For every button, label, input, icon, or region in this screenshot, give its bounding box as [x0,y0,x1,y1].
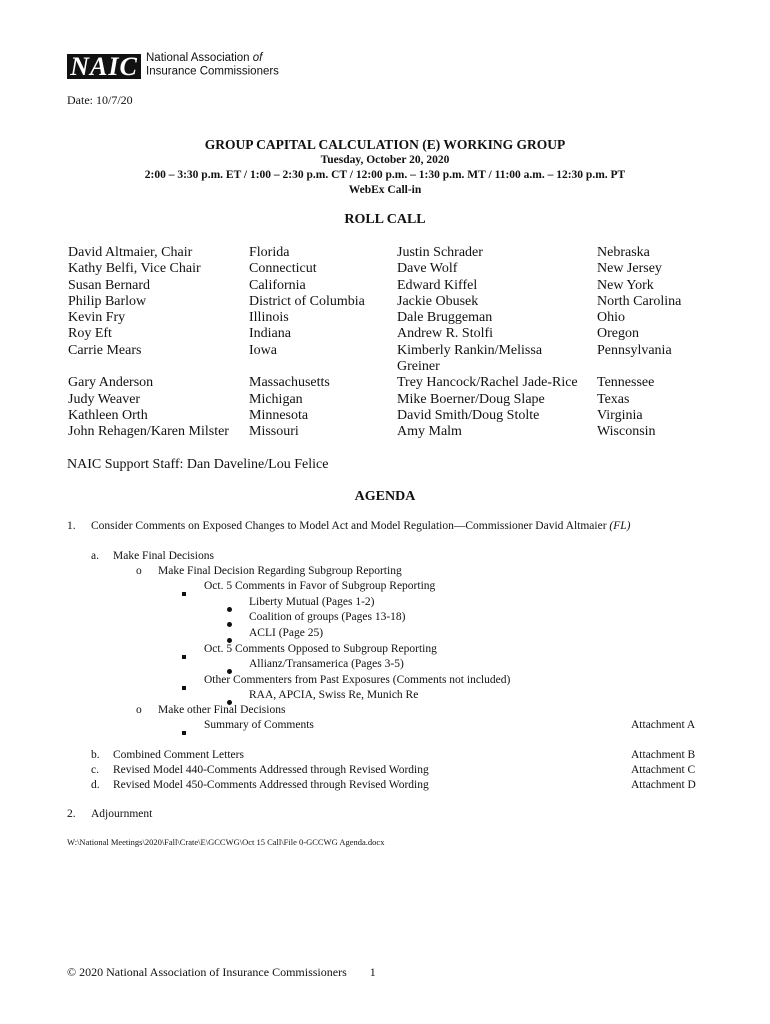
other-commenters: Other Commenters from Past Exposures (Comments not included) [204,674,511,686]
meeting-venue: WebEx Call-in [348,184,422,196]
roll-call-entry: Edward Kiffel [397,277,478,293]
logo-line1-of: of [252,51,263,64]
roll-call-entry: Oregon [597,326,639,342]
roll-call-entry: Minnesota [249,407,309,423]
agenda-a-label: a. [91,550,99,562]
roll-call-entry: Carrie Mears [68,342,142,358]
roll-call-entry: Philip Barlow [68,293,147,309]
file-path: W:\National Meetings\2020\Fall\Crate\E\GCCWG\Oct 15 Call\File 0-GCCWG Agenda.docx [67,837,385,847]
agenda-c-text: Revised Model 440-Comments Addressed through Revised Wording [113,764,429,776]
agenda-c-label: c. [91,764,99,776]
roll-call-entry: Nebraska [597,245,650,260]
roll-call-entry: Kathleen Orth [68,407,148,423]
roll-call-entry: Jackie Obusek [397,293,479,309]
roll-call-entry: Justin Schrader [397,245,483,260]
roll-call-entry: New York [597,277,654,293]
summary-of-comments: Summary of Comments [204,719,314,731]
roll-call-entry [68,359,229,375]
agenda-item-2-text: Adjournment [91,808,153,820]
roll-call-entry: Judy Weaver [68,391,141,407]
agenda-b-text: Combined Comment Letters [113,749,244,761]
roll-call-entry: Andrew R. Stolfi [397,326,494,342]
agenda-b-label: b. [91,749,100,761]
roll-call-entry: California [249,277,306,293]
roll-call-entry: Tennessee [597,375,655,391]
agenda-d-label: d. [91,779,100,791]
square-bullet [182,646,186,664]
favor-item: Liberty Mutual (Pages 1-2) [249,596,375,608]
roll-call-names-left [68,245,229,441]
roll-call-states-right [597,245,681,441]
roll-call-entry: Dale Bruggeman [397,310,493,326]
roll-call-entry: Roy Eft [68,326,112,342]
roll-call-entry: David Smith/Doug Stolte [397,407,540,423]
agenda-a-text: Make Final Decisions [113,550,214,562]
roll-call-entry: Massachusetts [249,375,330,391]
hollow-bullet: o [136,565,142,577]
roll-call-entry: David Altmaier, Chair [68,245,193,260]
comments-in-favor: Oct. 5 Comments in Favor of Subgroup Reporting [204,580,436,592]
agenda-d-text: Revised Model 450-Comments Addressed through Revised Wording [113,779,429,791]
roll-call-entry: Kathy Belfi, Vice Chair [68,261,201,277]
naic-logo-text [146,51,279,78]
agenda-heading: AGENDA [354,489,416,504]
roll-call-entry: Amy Malm [397,424,462,440]
copyright-text: © 2020 National Association of Insurance Commissioners [67,965,347,979]
logo-line2: Insurance Commissioners [146,65,279,78]
roll-call-heading: ROLL CALL [344,212,426,227]
roll-call-entry: John Rehagen/Karen Milster [68,424,229,440]
square-bullet [182,583,186,601]
meeting-title: GROUP CAPITAL CALCULATION (E) WORKING GROUP [204,137,566,152]
square-bullet [182,677,186,695]
roll-call-entry: District of Columbia [249,293,365,309]
roll-call-states-left [249,245,365,441]
favor-item: ACLI (Page 25) [249,627,324,639]
roll-call-entry: Indiana [249,326,291,342]
roll-call-entry: New Jersey [597,261,662,277]
roll-call-entry: Gary Anderson [68,375,154,391]
attachment-a: Attachment A [631,719,696,731]
roll-call-entry: Mike Boerner/Doug Slape [397,391,545,407]
roll-call-entry [249,359,365,375]
support-staff: NAIC Support Staff: Dan Daveline/Lou Felice [67,457,329,472]
roll-call-entry: Iowa [249,342,277,358]
roll-call-entry: Texas [597,391,630,407]
roll-call-entry [597,359,681,375]
logo-line1: National Association [146,51,250,64]
meeting-times: 2:00 – 3:30 p.m. ET / 1:00 – 2:30 p.m. CT / 12:00 p.m. – 1:30 p.m. MT / 11:00 a.m. – 12:30 p.m. PT [144,169,626,181]
roll-call-entry: Pennsylvania [597,342,672,358]
roll-call-entry: Kimberly Rankin/Melissa [397,342,543,358]
other-commenters-item: RAA, APCIA, Swiss Re, Munich Re [249,689,419,701]
roll-call-names-right [397,245,578,441]
roll-call-entry: Missouri [249,424,299,440]
agenda-item-2-number: 2. [67,808,76,820]
footer-copyright [67,965,376,980]
attachment-c: Attachment C [631,764,696,776]
roll-call-entry: Ohio [597,310,625,326]
favor-item: Coalition of groups (Pages 13-18) [249,611,406,623]
agenda-item-1-text: Consider Comments on Exposed Changes to Model Act and Model Regulation—Commissioner David Altmaier [91,520,607,532]
agenda-item-1-number: 1. [67,520,76,532]
comments-opposed: Oct. 5 Comments Opposed to Subgroup Reporting [204,643,437,655]
roll-call-entry: Connecticut [249,261,317,277]
attachment-b: Attachment B [631,749,696,761]
square-bullet [182,722,186,740]
attachment-d: Attachment D [631,779,696,791]
document-date: Date: 10/7/20 [67,93,133,107]
roll-call-entry: Trey Hancock/Rachel Jade-Rice [397,375,578,391]
other-final-decisions: Make other Final Decisions [158,704,286,716]
roll-call-entry: Michigan [249,391,303,407]
roll-call-entry: Susan Bernard [68,277,151,293]
opposed-item: Allianz/Transamerica (Pages 3-5) [249,658,404,670]
agenda-item-1 [91,520,631,532]
roll-call-entry: Greiner [397,359,440,375]
roll-call-entry: Kevin Fry [68,310,126,326]
roll-call-entry: Virginia [597,407,643,423]
meeting-day: Tuesday, October 20, 2020 [320,154,450,166]
roll-call-entry: Florida [249,245,290,260]
roll-call-entry: Illinois [249,310,289,326]
hollow-bullet: o [136,704,142,716]
roll-call-entry: Wisconsin [597,424,656,440]
naic-logo-mark: NAIC [67,54,141,79]
agenda-item-1-state: (FL) [609,520,631,532]
roll-call-entry: Dave Wolf [397,261,458,277]
page-number: 1 [369,965,376,979]
decision-subgroup-reporting: Make Final Decision Regarding Subgroup Reporting [158,565,402,577]
roll-call-entry: North Carolina [597,293,682,309]
